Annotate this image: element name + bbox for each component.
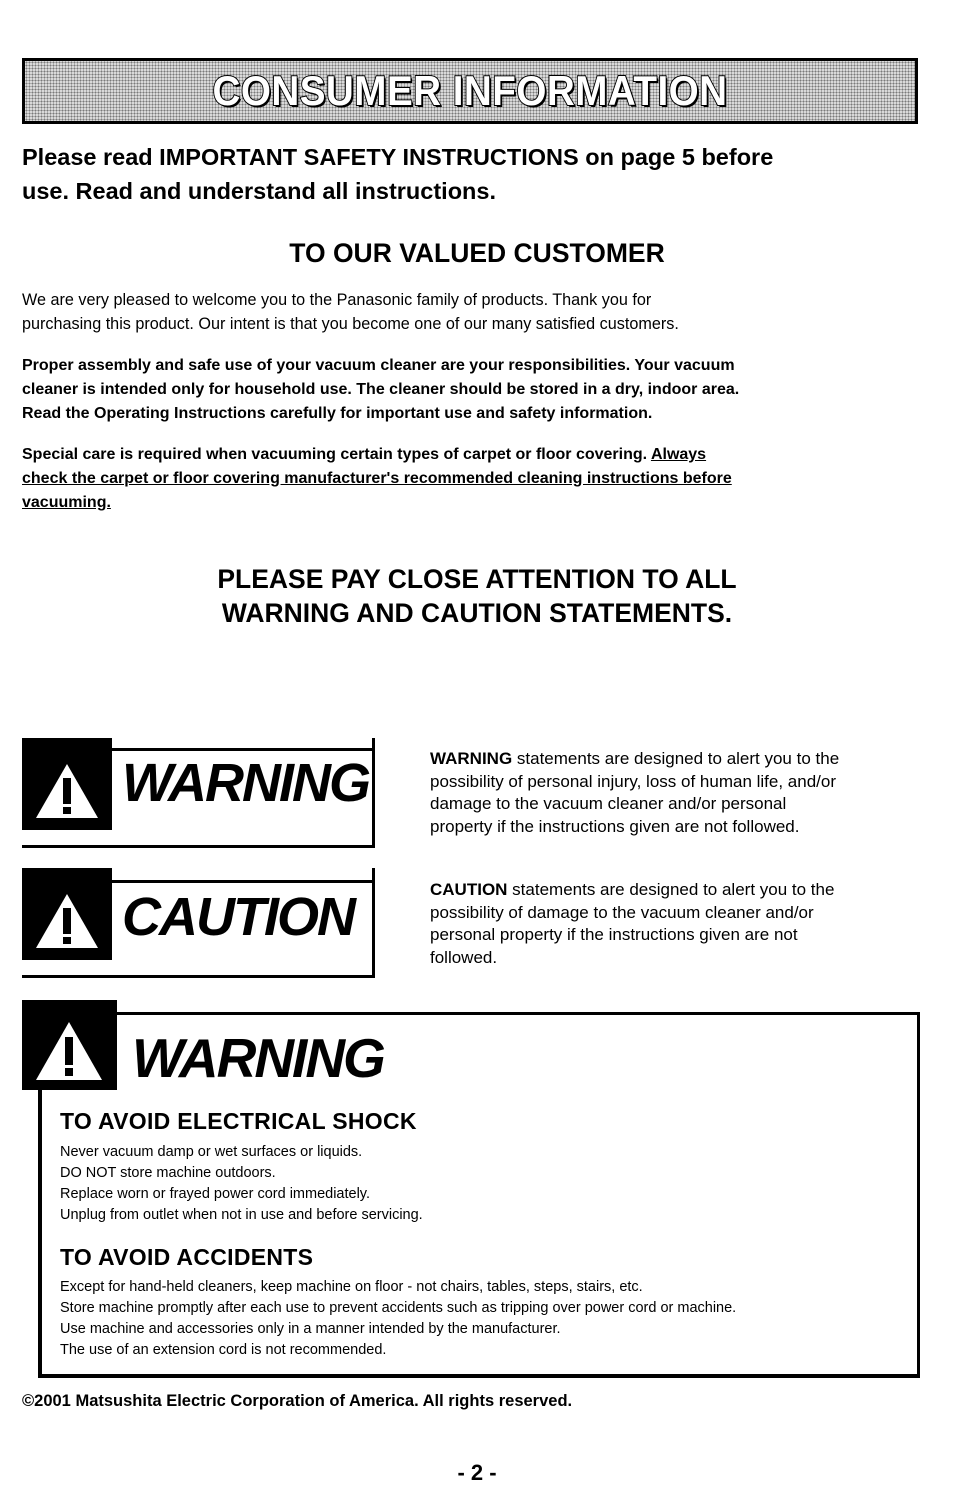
greeting-heading: TO OUR VALUED CUSTOMER [289, 238, 665, 268]
warning-description [430, 748, 930, 838]
description-line: followed. [430, 947, 498, 967]
attention-heading-line: PLEASE PAY CLOSE ATTENTION TO ALL [217, 564, 737, 594]
paragraph-line: Proper assembly and safe use of your vacuum cleaner are your responsibilities. Your vacuum [22, 357, 735, 374]
list-item: Replace worn or frayed power cord immediately. [60, 1186, 371, 1202]
list-item: Store machine promptly after each use to prevent accidents such as tripping over power cord or machine. [60, 1300, 737, 1316]
description-line: possibility of damage to the vacuum cleaner and/or [430, 902, 814, 922]
alert-triangle-icon [34, 1020, 104, 1082]
banner-title: CONSUMER INFORMATION [212, 67, 728, 114]
description-line: property if the instructions given are not followed. [430, 816, 800, 836]
care-underlined-text: check the carpet or floor covering manufacturer's recommended cleaning instructions before [22, 470, 732, 487]
responsibility-paragraph [22, 354, 926, 426]
caution-keyword: CAUTION [430, 880, 508, 899]
accidents-heading: TO AVOID ACCIDENTS [60, 1244, 314, 1270]
care-paragraph [22, 443, 926, 515]
safety-notice-line: use. Read and understand all instructions. [22, 178, 497, 204]
care-text: Special care is required when vacuuming certain types of carpet or floor covering. [22, 446, 651, 463]
main-warning-tab [22, 1000, 117, 1090]
description-text: statements are designed to alert you to the [507, 880, 835, 899]
caution-tab [22, 868, 112, 960]
list-item: Never vacuum damp or wet surfaces or liquids. [60, 1144, 363, 1160]
list-item: Unplug from outlet when not in use and before servicing. [60, 1207, 423, 1223]
paragraph-line [22, 443, 926, 467]
frame-line [110, 748, 375, 751]
page-number: - 2 - [457, 1460, 497, 1485]
care-underlined-text: Always [650, 446, 707, 463]
care-underlined-text: vacuuming. [22, 494, 111, 511]
warning-signal-word: WARNING [122, 753, 369, 813]
paragraph-line: We are very pleased to welcome you to the Panasonic family of products. Thank you for [22, 291, 652, 309]
alert-triangle-icon [34, 892, 100, 950]
attention-heading-line: WARNING AND CAUTION STATEMENTS. [221, 598, 733, 628]
accidents-list [60, 1277, 736, 1361]
alert-triangle-icon [34, 762, 100, 820]
list-item: Use machine and accessories only in a manner intended by the manufacturer. [60, 1321, 561, 1337]
paragraph-line: purchasing this product. Our intent is that you become one of our many satisfied customers. [22, 315, 679, 333]
header-banner [22, 58, 918, 124]
caution-signal-box [22, 868, 375, 978]
safety-notice [22, 140, 922, 208]
warning-keyword: WARNING [430, 749, 513, 768]
warning-tab [22, 738, 112, 830]
list-item: The use of an extension cord is not recommended. [60, 1342, 387, 1358]
description-line [430, 879, 930, 902]
main-warning-panel [22, 1000, 920, 1378]
copyright-notice: ©2001 Matsushita Electric Corporation of America. All rights reserved. [22, 1392, 573, 1410]
description-line [430, 748, 930, 771]
list-item: Except for hand-held cleaners, keep machine on floor - not chairs, tables, steps, stairs, etc. [60, 1279, 643, 1295]
description-line: possibility of personal injury, loss of human life, and/or [430, 771, 836, 791]
description-text: statements are designed to alert you to the [512, 749, 840, 768]
frame-line [110, 880, 375, 883]
attention-heading [0, 562, 954, 630]
description-line: personal property if the instructions given are not [430, 925, 798, 944]
welcome-paragraph [22, 288, 926, 336]
paragraph-line: Read the Operating Instructions carefully for important use and safety information. [22, 405, 653, 422]
caution-signal-word: CAUTION [122, 887, 354, 947]
description-line: damage to the vacuum cleaner and/or personal [430, 794, 787, 813]
caution-description [430, 879, 930, 969]
safety-notice-line: Please read IMPORTANT SAFETY INSTRUCTIONS on page 5 before [22, 144, 774, 170]
list-item: DO NOT store machine outdoors. [60, 1165, 276, 1181]
shock-list [60, 1142, 423, 1226]
paragraph-line: cleaner is intended only for household use. The cleaner should be stored in a dry, indoor area. [22, 381, 740, 398]
warning-signal-box [22, 738, 375, 848]
main-warning-word: WARNING [132, 1027, 384, 1089]
shock-heading: TO AVOID ELECTRICAL SHOCK [60, 1108, 417, 1134]
panel-left-rule [38, 1090, 42, 1378]
